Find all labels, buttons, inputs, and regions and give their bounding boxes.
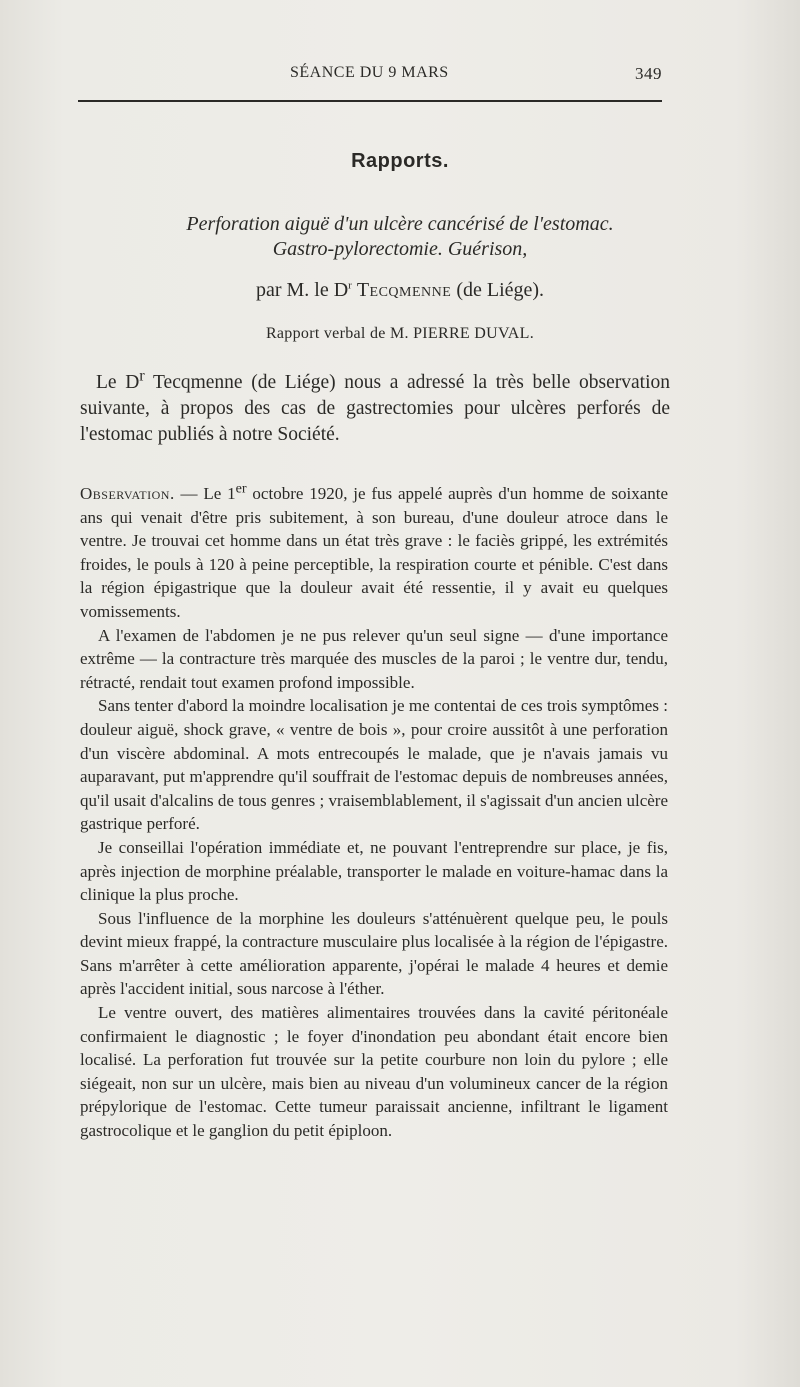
byline xyxy=(0,279,800,302)
page-number: 349 xyxy=(635,64,662,83)
intro-superscript: r xyxy=(139,366,145,385)
header-rule xyxy=(78,100,662,102)
page-header xyxy=(78,64,662,88)
article-title-line-2: Gastro-pylorectomie. Guérison, xyxy=(272,238,528,260)
intro-text: Tecqmenne (de Liége) nous a adressé la très belle observation suivante, à propos des cas de gastrectomies pour ulcères perforés de l'estomac publiés à notre Société. xyxy=(80,372,670,445)
body-paragraph-operation: Sous l'influence de la morphine les douleurs s'atténuèrent quelque peu, le pouls devint mieux frappé, la contracture musculaire plus localisée à la région de l'épigastre. Sans m'arrêter à cette amélioration apparente, j'opérai le malade 4 heures et demie après l'accident initial, sous narcose à l'éther. xyxy=(80,908,668,999)
observation-superscript: er xyxy=(235,480,247,497)
observation-paragraph xyxy=(80,482,668,624)
body-paragraph-findings: Le ventre ouvert, des matières alimentaires trouvées dans la cavité péritonéale confirmaient le diagnostic ; le foyer d'inondation peu abondant était encore bien localisé. La perforation fut trouvée sur la petite courbure non loin du pylore ; elle siégeait, non sur un ulcère, mais bien au niveau d'un volumineux cancer de la région prépylorique de l'estomac. Cette tumeur paraissait ancienne, infiltrant le ligament gastrocolique et le ganglion du petit épiploon. xyxy=(80,1003,668,1141)
byline-prefix: par M. le D xyxy=(255,279,349,301)
report-line: Rapport verbal de M. PIERRE DUVAL. xyxy=(265,325,535,342)
intro-prefix: Le D xyxy=(96,372,140,393)
observation-label: Observation. xyxy=(80,484,175,503)
section-title: Rapports. xyxy=(351,150,449,172)
byline-superscript: r xyxy=(348,279,352,292)
body-paragraph-diagnostic: Sans tenter d'abord la moindre localisation je me contentai de ces trois symptômes : douleur aiguë, shock grave, « ventre de bois », pour croire aussitôt à une perforation d'un viscère abdominal. A mots entrecoupés le malade, que je n'avais jamais vu auparavant, put m'apprendre qu'il souffrait de l'estomac depuis de nombreuses années, qu'il usait d'alcalins de tous genres ; vraisemblablement, il s'agissait d'un ancien ulcère gastrique perforé. xyxy=(80,696,668,834)
observation-prefix: — Le 1 xyxy=(180,484,236,503)
observation-text: octobre 1920, je fus appelé auprès d'un homme de soixante ans qui venait d'être pris subitement, à son bureau, d'une douleur atroce dans le ventre. Je trouvai cet homme dans un état très grave : le faciès grippé, les extrémités froides, le pouls à 120 à peine perceptible, la respiration courte et pénible. C'est dans la région épigastrique que la douleur avait été ressentie, il y avait eu quelques vomissements. xyxy=(80,484,669,621)
running-head: SÉANCE DU 9 MARS xyxy=(290,64,449,81)
article-title xyxy=(0,212,800,262)
body-paragraph-transport: Je conseillai l'opération immédiate et, ne pouvant l'entreprendre sur place, je fis, après injection de morphine préalable, transporter le malade en voiture-hamac dans la clinique la plus proche. xyxy=(80,837,668,905)
article-title-line-1: Perforation aiguë d'un ulcère cancérisé de l'estomac. xyxy=(186,213,614,235)
body-paragraph-examen: A l'examen de l'abdomen je ne pus relever qu'un seul signe — d'une importance extrême — la contracture très marquée des muscles de la paroi ; le ventre dur, tendu, rétracté, rendait tout examen profond impossible. xyxy=(80,625,668,692)
byline-author: Tecqmenne xyxy=(356,279,452,301)
observation-body xyxy=(80,482,668,1143)
byline-suffix: (de Liége). xyxy=(456,279,545,301)
intro-paragraph xyxy=(80,366,670,448)
